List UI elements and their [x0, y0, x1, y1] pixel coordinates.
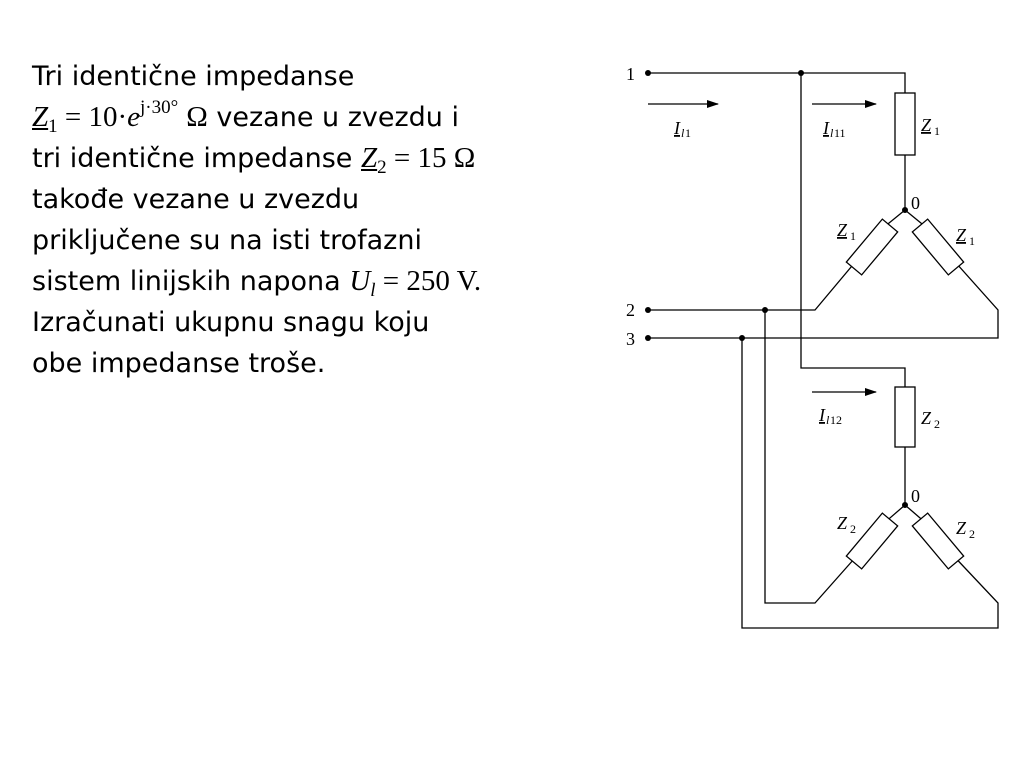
problem-line-1-text: Tri identične impedanse	[32, 61, 355, 92]
z1-right-sub: 1	[969, 234, 975, 248]
z2-left-sub: 2	[850, 522, 856, 536]
z2-value: = 15	[393, 142, 447, 174]
z1-left-label: Z	[837, 220, 848, 240]
z2-top-resistor	[895, 387, 915, 447]
z2-equation	[361, 138, 475, 182]
current-l12-index: 12	[830, 413, 842, 427]
z2-unit: Ω	[453, 142, 476, 174]
terminal-3-dot	[645, 335, 651, 341]
z1-value: = 10·	[64, 101, 128, 133]
z1-right-label: Z	[956, 225, 967, 245]
z1-left-sub: 1	[850, 229, 856, 243]
problem-line-6-text: sistem linijskih napona	[32, 266, 341, 297]
star2-left-leg	[765, 310, 905, 603]
ul-value: = 250	[382, 265, 450, 297]
problem-line-7-text: Izračunati ukupnu snagu koju	[32, 307, 430, 338]
junction-dot	[762, 307, 768, 313]
problem-line-4	[32, 179, 572, 220]
star1-right-leg	[648, 210, 998, 338]
line-1-wire	[648, 73, 905, 93]
neutral-label-lower: 0	[911, 486, 920, 506]
neutral-label-upper: 0	[911, 193, 920, 213]
z1-top-resistor	[895, 93, 915, 155]
junction-dot	[798, 70, 804, 76]
problem-line-8	[32, 343, 572, 384]
current-l12-symbol: I	[819, 405, 825, 425]
ul-symbol: U	[349, 265, 371, 297]
problem-line-7	[32, 302, 572, 343]
problem-line-2	[32, 97, 572, 138]
z2-right-sub: 2	[969, 527, 975, 541]
terminal-3-label: 3	[626, 329, 635, 349]
z1-equation	[32, 97, 208, 141]
terminal-1-label: 1	[626, 64, 635, 84]
z2-right-label: Z	[956, 518, 967, 538]
z2-top-sub: 2	[934, 417, 940, 431]
ul-subscript: l	[370, 280, 376, 301]
neutral-dot-lower	[902, 502, 908, 508]
current-arrows	[648, 104, 876, 392]
z1-subscript: 1	[48, 116, 58, 137]
z1-exp-base: e	[127, 101, 141, 133]
z2-symbol: Z	[361, 142, 378, 174]
problem-line-4-text: takođe vezane u zvezdu	[32, 184, 360, 215]
terminal-1-dot	[645, 70, 651, 76]
terminal-2-dot	[645, 307, 651, 313]
problem-text	[32, 56, 572, 384]
terminal-2-label: 2	[626, 300, 635, 320]
z1-exponent: j·30°	[140, 97, 179, 118]
problem-line-5-text: priključene su na isti trofazni	[32, 225, 422, 256]
junction-dot	[739, 335, 745, 341]
problem-line-3-text: tri identične impedanse	[32, 143, 353, 174]
current-l11-symbol: I	[823, 118, 829, 138]
current-l1-symbol: I	[674, 118, 680, 138]
problem-line-1	[32, 56, 572, 97]
circuit-diagram	[600, 40, 1020, 650]
problem-line-3	[32, 138, 572, 179]
z2-left-label: Z	[837, 513, 848, 533]
z1-top-label: Z	[921, 115, 932, 135]
z1-unit: Ω	[186, 101, 208, 133]
current-l11-sub: l	[830, 126, 834, 140]
current-l1-sub: l	[681, 126, 685, 140]
problem-line-6	[32, 261, 572, 302]
ul-unit: V.	[456, 265, 482, 297]
z2-subscript: 2	[377, 157, 387, 178]
neutral-dot-upper	[902, 207, 908, 213]
current-l12-sub: l	[826, 413, 830, 427]
problem-line-5	[32, 220, 572, 261]
current-l1-index: 1	[685, 126, 691, 140]
z1-left-resistor	[846, 219, 897, 275]
current-l11-index: 11	[834, 126, 846, 140]
problem-line-8-text: obe impedanse troše.	[32, 348, 326, 379]
ul-equation	[349, 261, 481, 305]
z1-symbol: Z	[32, 101, 49, 133]
z2-top-label: Z	[921, 408, 932, 428]
problem-line-2-text: vezane u zvezdu i	[216, 102, 459, 133]
star2-right-leg	[742, 338, 998, 628]
z1-top-sub: 1	[934, 124, 940, 138]
